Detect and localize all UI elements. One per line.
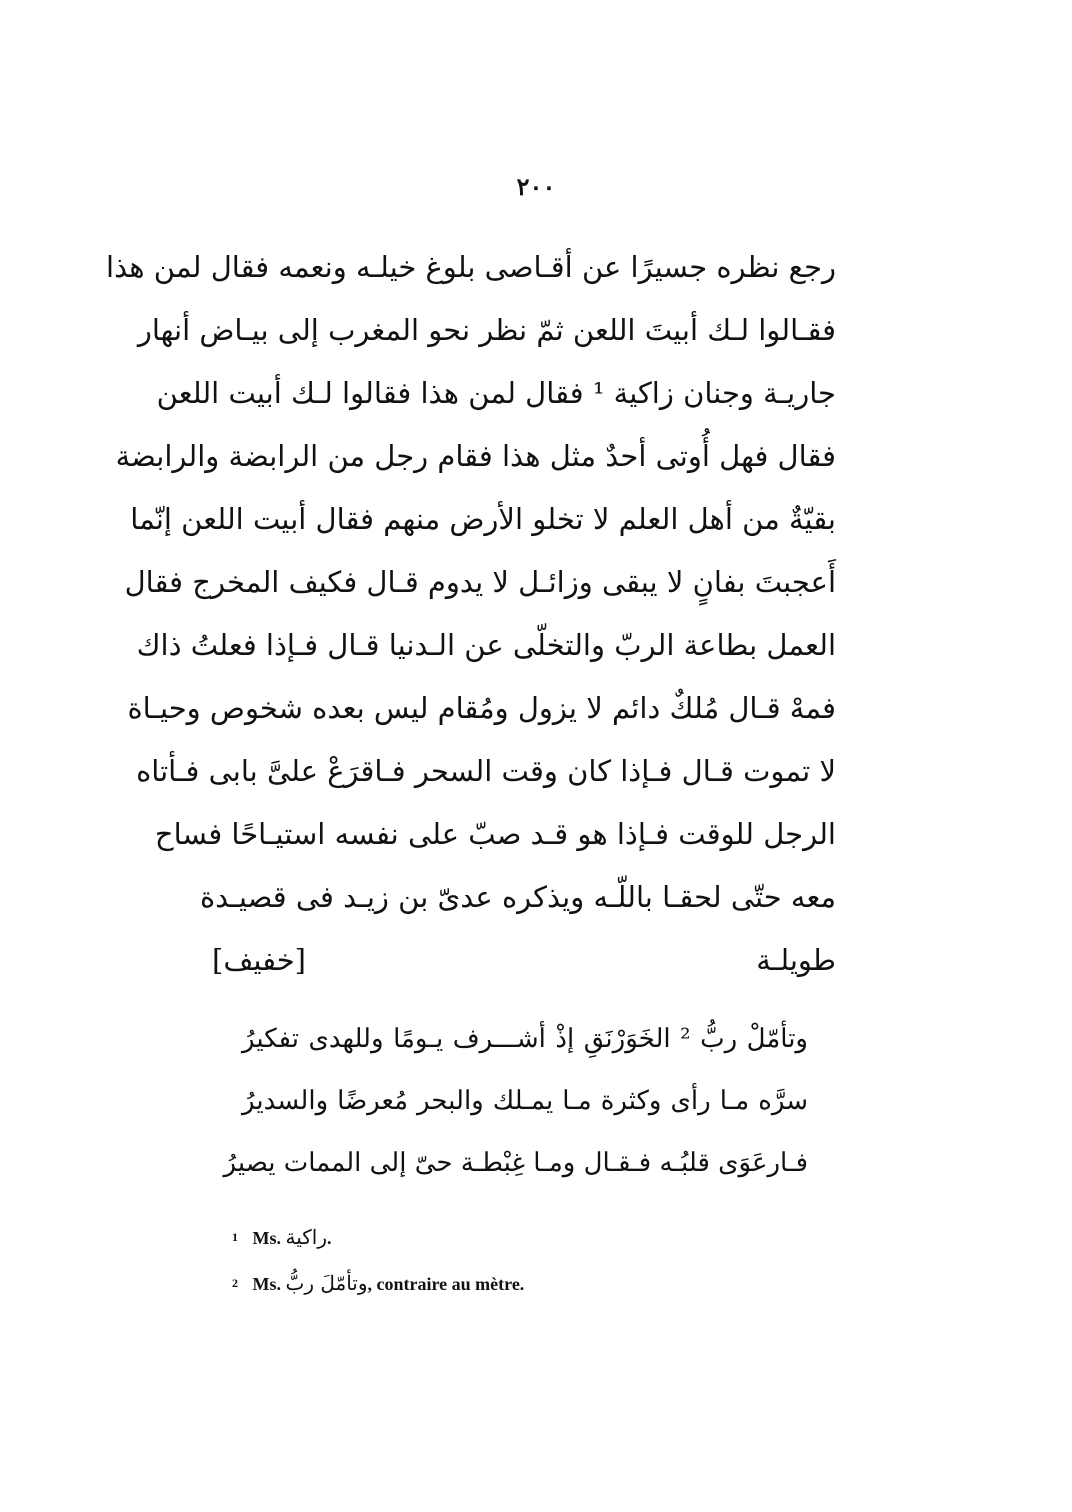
footnote-suffix: . [327, 1228, 332, 1248]
footnote-mark: 1 [232, 1230, 238, 1244]
prose-line: فقال فهل أُوتى أحدٌ مثل هذا فقام رجل من الرابضة والرابضة [115, 439, 836, 473]
prose-last-line-text: طويلـة [756, 943, 836, 977]
prose-body [106, 236, 836, 992]
footnote-mark: 2 [232, 1276, 238, 1290]
prose-line: معه حتّى لحقـا باللّـه ويذكره عدىّ بن زيـد فى قصيـدة [199, 880, 836, 914]
footnote-suffix: , contraire au mètre. [367, 1274, 525, 1294]
prose-line: جاريـة وجنان زاكية ¹ فقال لمن هذا فقالوا لـك أبيت اللعن [156, 376, 836, 410]
footnote-prefix: Ms. [252, 1274, 281, 1294]
prose-line: لا تموت قـال فـإذا كان وقت السحر فـاقرَعْ علىَّ بابى فـأتاه [136, 754, 836, 788]
prose-line: فقـالوا لـك أبيتَ اللعن ثمّ نظر نحو المغرب إلى بيـاض أنهار [137, 313, 836, 347]
meter-tag: [خفيف] [212, 943, 306, 977]
prose-line: رجع نظره جسيرًا عن أقـاصى بلوغ خيلـه ونعمه فقال لمن هذا [106, 250, 836, 284]
prose-line: بقيّةٌ من أهل العلم لا تخلو الأرض منهم فقال أبيت اللعن إنّما [130, 502, 836, 536]
prose-line: الرجل للوقت فـإذا هو قـد صبّ على نفسه استيـاحًا فساح [154, 817, 836, 851]
prose-line: فمهْ قـال مُلكٌ دائم لا يزول ومُقام ليس بعده شخوص وحيـاة [127, 691, 836, 725]
footnote [232, 1214, 852, 1260]
page-number: ٢٠٠ [516, 172, 556, 201]
footnotes [232, 1214, 852, 1306]
prose-last-line [212, 929, 836, 992]
footnote-prefix: Ms. [252, 1228, 281, 1248]
verse-line: فـارعَوَى قلبُـه فـقـال ومـا غِبْطـة حىّ إلى الممات يصيرُ [223, 1148, 808, 1178]
prose-line: أَعجبتَ بفانٍ لا يبقى وزائـل لا يدوم قـال فكيف المخرج فقال [124, 565, 836, 599]
footnote-arabic: وتأمّلَ ربُّ [285, 1271, 368, 1295]
prose-line: العمل بطاعة الربّ والتخلّى عن الـدنيا قـال فـإذا فعلتُ ذاك [136, 628, 836, 662]
footnote-arabic: راكية [285, 1225, 327, 1249]
verse-block [223, 1008, 808, 1194]
verse-line: سرَّه مـا رأى وكثرة مـا يمـلك والبحر مُعرضًا والسديرُ [242, 1086, 808, 1116]
verse-line: وتأمّلْ ربُّ ² الخَوَرْنَقِ إذْ أشـــرف يـومًا وللهدى تفكيرُ [242, 1024, 808, 1054]
footnote [232, 1260, 852, 1306]
